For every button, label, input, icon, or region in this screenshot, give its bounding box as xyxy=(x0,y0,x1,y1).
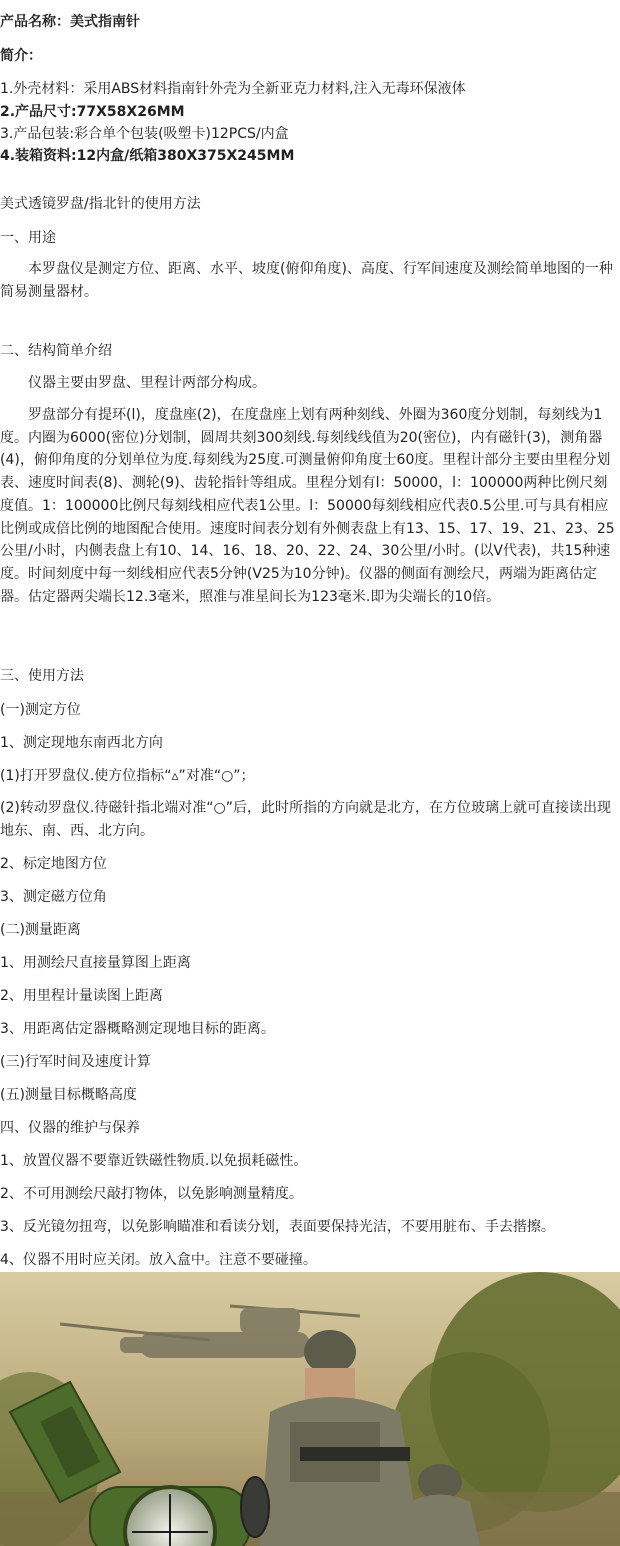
spec-item: 1.外壳材料：采用ABS材料指南针外壳为全新亚克力材料,注入无毒环保液体 xyxy=(0,81,466,97)
usage-item: (一)测定方位 xyxy=(0,702,81,718)
spec-item: 3.产品包装:彩合单个包装(吸塑卡)12PCS/内盒 xyxy=(0,126,289,142)
spec-item: 2.产品尺寸:77X58X26MM xyxy=(0,104,185,120)
structure-detail-paragraph: 罗盘部分有提环(l)，度盘座(2)，在度盘座上划有两种刻线、外圈为360度分划制，每刻线为1度。内圈为6000(密位)分划制，圆周共刻300刻线.每刻线线值为20(密位)，内有磁针(3)，测角器(4)，俯仰角度的分划单位为度.每刻线为25度.可测量俯仰角度士60度。里程计部分主要由里程分划表、速度时间表(8)、测轮(9)、齿轮指针等组成。里程分划有l：50000，l：100000两种比例尺刻度值。1：100000比例尺每刻线相应代表1公里。l：50000每刻线相应代表0.5公里.可与具有相应比例或成倍比例的地图配合使用。速度时间表分划有外侧表盘上有13、15、17、19、21、23、25公里/小时，内侧表盘上有10、14、16、18、20、22、24、30公里/小时。(以V代表)，共15种速度。时间刻度中每一刻线相应代表5分钟(V25为10分钟)。仪器的侧面有测绘尺，两端为距离估定器。估定器两尖端长12.3毫米，照准与准星间长为123毫米.即为尖端长的10倍。 xyxy=(0,407,615,605)
maintenance-item: 4、仪器不用时应关闭。放入盒中。注意不要碰撞。 xyxy=(0,1252,317,1268)
usage-item: 2、标定地图方位 xyxy=(0,856,107,872)
usage-item: (三)行军时间及速度计算 xyxy=(0,1054,151,1070)
intro-heading: 简介： xyxy=(0,48,42,64)
usage-item: 3、测定磁方位角 xyxy=(0,889,107,905)
usage-item: (五)测量目标概略高度 xyxy=(0,1087,137,1103)
maintenance-item: 3、反光镜勿扭弯，以免影响瞄准和看读分划，表面要保持光洁，不要用脏布、手去揩擦。 xyxy=(0,1219,555,1235)
usage-item: (2)转动罗盘仪.待磁针指北端对准“○”后，此时所指的方向就是北方，在方位玻璃上就可直接读出现地东、南、西、北方向。 xyxy=(0,800,612,839)
usage-item: (1)打开罗盘仪.使方位指标“▵”对准“○”； xyxy=(0,768,255,784)
structure-paragraph: 仪器主要由罗盘、里程计两部分构成。 xyxy=(28,375,266,391)
maintenance-item: 2、不可用测绘尺敲打物体，以免影响测量精度。 xyxy=(0,1186,303,1202)
product-name: 产品名称：美式指南针 xyxy=(0,14,140,30)
spec-item: 4.装箱资料:12内盒/纸箱380X375X245MM xyxy=(0,148,295,164)
usage-item: 1、用测绘尺直接量算图上距离 xyxy=(0,955,191,971)
usage-item: 2、用里程计量读图上距离 xyxy=(0,988,163,1004)
soldier-compass-photo xyxy=(0,1272,620,1546)
product-photo xyxy=(0,1272,620,1546)
usage-title: 美式透镜罗盘/指北针的使用方法 xyxy=(0,196,201,212)
section-heading-usage: 三、使用方法 xyxy=(0,668,84,684)
usage-item: 3、用距离估定器概略测定现地目标的距离。 xyxy=(0,1021,275,1037)
usage-item: (二)测量距离 xyxy=(0,922,81,938)
section-heading-maintenance: 四、仪器的维护与保养 xyxy=(0,1120,140,1136)
section-heading-purpose: 一、用途 xyxy=(0,230,56,246)
purpose-paragraph: 本罗盘仪是测定方位、距离、水平、坡度(俯仰角度)、高度、行军间速度及测绘简单地图的一种简易测量器材。 xyxy=(0,261,613,300)
usage-item: 1、测定现地东南西北方向 xyxy=(0,735,163,751)
section-heading-structure: 二、结构简单介绍 xyxy=(0,343,112,359)
maintenance-item: 1、放置仪器不要靠近铁磁性物质.以免损耗磁性。 xyxy=(0,1153,308,1169)
